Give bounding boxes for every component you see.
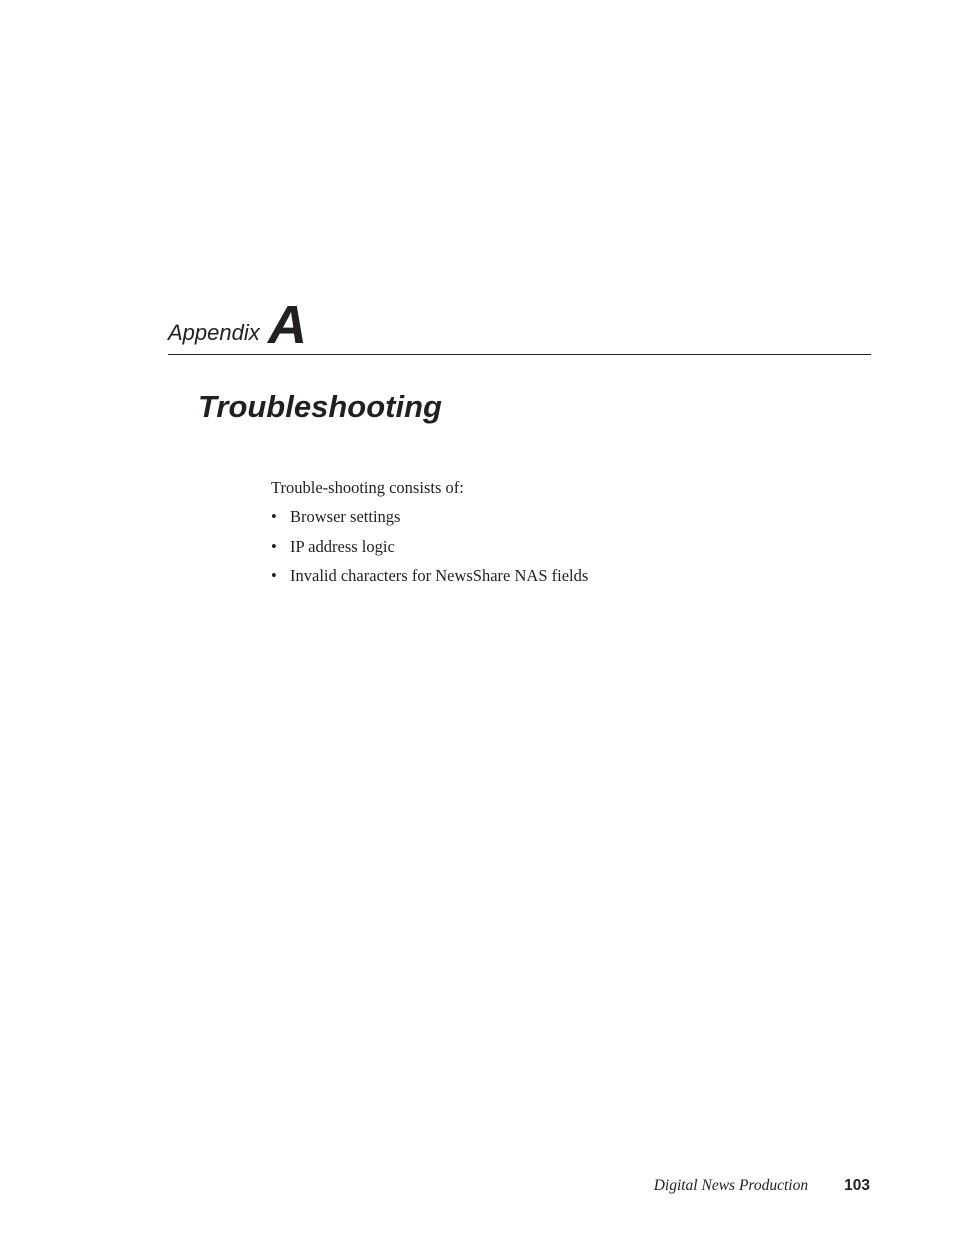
page-number: 103 [844, 1177, 870, 1194]
list-item-text: Invalid characters for NewsShare NAS fields [290, 566, 589, 585]
list-item-text: Browser settings [290, 507, 401, 526]
list-item [271, 536, 831, 566]
list-item [271, 506, 831, 536]
chapter-title: Troubleshooting [198, 389, 442, 424]
bullet-icon: • [271, 507, 277, 526]
list-item-text: IP address logic [290, 536, 395, 556]
list-item [271, 565, 831, 595]
page-footer [654, 1177, 870, 1199]
footer-book-title: Digital News Production [653, 1177, 809, 1194]
appendix-letter: A [268, 295, 307, 355]
bullet-icon: • [271, 566, 277, 585]
heading-divider [168, 354, 871, 355]
appendix-label: Appendix [168, 320, 260, 345]
troubleshooting-topics-list [271, 506, 831, 595]
body-text [271, 477, 831, 595]
intro-paragraph: Trouble-shooting consists of: [271, 478, 464, 497]
bullet-icon: • [271, 536, 277, 556]
appendix-heading [168, 295, 871, 355]
